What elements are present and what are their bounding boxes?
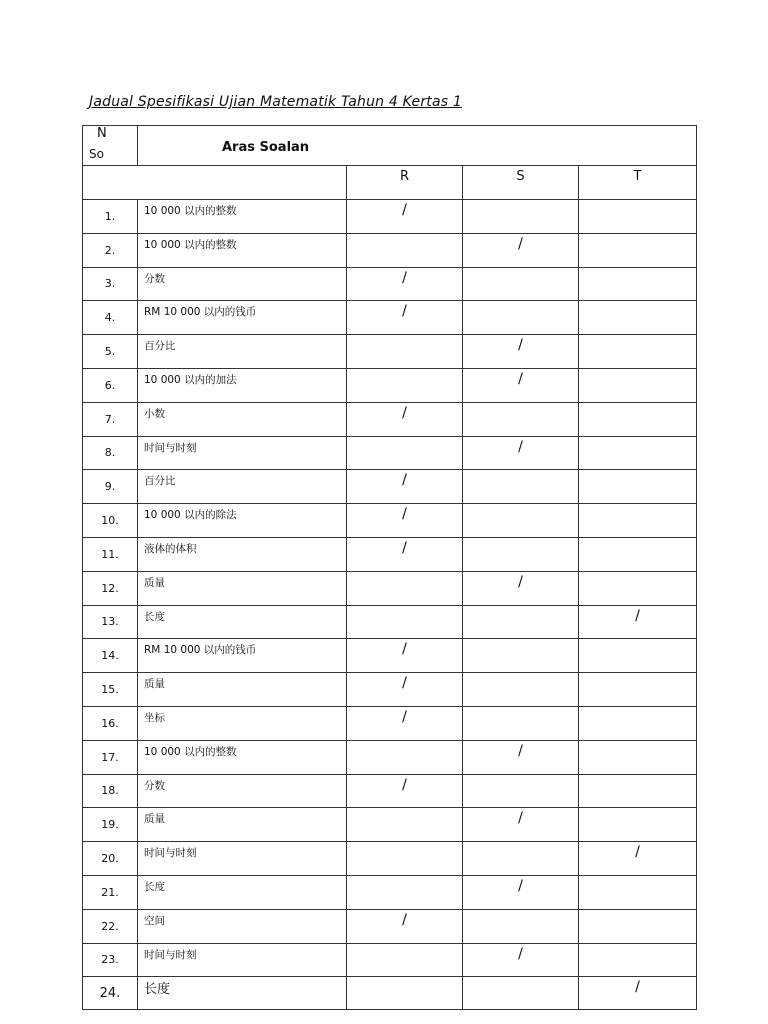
question-number: 14. xyxy=(83,639,138,673)
table-row xyxy=(83,368,697,402)
level-t-mark xyxy=(579,943,697,977)
level-t-mark xyxy=(579,436,697,470)
question-number: 6. xyxy=(83,368,138,402)
level-r-mark xyxy=(347,335,463,369)
level-t-mark xyxy=(579,673,697,707)
table-row xyxy=(83,774,697,808)
level-t-header: T xyxy=(579,166,697,200)
level-t-mark xyxy=(579,875,697,909)
table-row xyxy=(83,571,697,605)
level-r-mark xyxy=(347,436,463,470)
topic-cell: 质量 xyxy=(138,571,347,605)
question-number: 15. xyxy=(83,673,138,707)
topic-cell: 时间与时刻 xyxy=(138,943,347,977)
table-row xyxy=(83,470,697,504)
topic-cell: 小数 xyxy=(138,402,347,436)
level-r-mark: / xyxy=(347,267,463,301)
topic-cell: 分数 xyxy=(138,774,347,808)
level-t-mark xyxy=(579,233,697,267)
level-s-mark xyxy=(463,605,579,639)
question-number: 22. xyxy=(83,909,138,943)
level-r-mark xyxy=(347,842,463,876)
topic-cell: 百分比 xyxy=(138,470,347,504)
header-row-levels xyxy=(83,166,697,200)
header-row-aras xyxy=(83,126,697,166)
level-t-mark xyxy=(579,740,697,774)
table-row xyxy=(83,740,697,774)
header-no-soalan-cell xyxy=(83,126,138,166)
level-r-mark: / xyxy=(347,639,463,673)
level-t-mark xyxy=(579,774,697,808)
level-r-mark: / xyxy=(347,200,463,234)
table-row xyxy=(83,909,697,943)
level-r-header: R xyxy=(347,166,463,200)
header-empty-cell xyxy=(83,166,347,200)
level-r-mark xyxy=(347,571,463,605)
level-t-mark xyxy=(579,537,697,571)
table-row xyxy=(83,842,697,876)
topic-cell: 百分比 xyxy=(138,335,347,369)
level-t-mark: / xyxy=(579,605,697,639)
level-r-mark: / xyxy=(347,774,463,808)
level-s-mark xyxy=(463,842,579,876)
topic-cell: RM 10 000 以内的钱币 xyxy=(138,301,347,335)
question-number: 16. xyxy=(83,706,138,740)
question-number: 4. xyxy=(83,301,138,335)
level-s-mark xyxy=(463,977,579,1010)
aras-soalan-label: Aras Soalan xyxy=(222,140,310,155)
question-number: 18. xyxy=(83,774,138,808)
topic-cell: 坐标 xyxy=(138,706,347,740)
level-r-mark: / xyxy=(347,706,463,740)
level-r-mark: / xyxy=(347,301,463,335)
table-row xyxy=(83,706,697,740)
question-number: 12. xyxy=(83,571,138,605)
level-t-mark xyxy=(579,267,697,301)
question-number: 3. xyxy=(83,267,138,301)
header-no-fragment: N xyxy=(97,126,107,141)
question-number: 7. xyxy=(83,402,138,436)
level-s-mark: / xyxy=(463,943,579,977)
level-r-mark xyxy=(347,740,463,774)
table-row xyxy=(83,673,697,707)
level-t-mark xyxy=(579,200,697,234)
question-number: 10. xyxy=(83,504,138,538)
level-s-mark: / xyxy=(463,740,579,774)
level-r-mark xyxy=(347,943,463,977)
specification-table xyxy=(82,125,697,1010)
level-t-mark: / xyxy=(579,977,697,1010)
level-t-mark xyxy=(579,301,697,335)
topic-cell: 液体的体积 xyxy=(138,537,347,571)
level-r-mark: / xyxy=(347,402,463,436)
question-number: 21. xyxy=(83,875,138,909)
level-t-mark xyxy=(579,706,697,740)
topic-cell: 质量 xyxy=(138,673,347,707)
topic-cell: 10 000 以内的除法 xyxy=(138,504,347,538)
level-t-mark xyxy=(579,571,697,605)
level-t-mark xyxy=(579,368,697,402)
question-number: 1. xyxy=(83,200,138,234)
topic-cell: 时间与时刻 xyxy=(138,842,347,876)
level-t-mark xyxy=(579,470,697,504)
topic-cell: 10 000 以内的加法 xyxy=(138,368,347,402)
topic-cell: 分数 xyxy=(138,267,347,301)
level-s-mark xyxy=(463,470,579,504)
topic-cell: 空间 xyxy=(138,909,347,943)
table-row xyxy=(83,943,697,977)
table-row xyxy=(83,808,697,842)
level-s-mark: / xyxy=(463,875,579,909)
level-r-mark: / xyxy=(347,537,463,571)
level-t-mark xyxy=(579,808,697,842)
level-t-mark xyxy=(579,909,697,943)
level-s-mark: / xyxy=(463,335,579,369)
level-t-mark xyxy=(579,639,697,673)
level-r-mark xyxy=(347,875,463,909)
level-s-mark: / xyxy=(463,808,579,842)
level-s-mark xyxy=(463,200,579,234)
level-t-mark xyxy=(579,402,697,436)
level-s-mark xyxy=(463,504,579,538)
document-title: Jadual Spesifikasi Ujian Matematik Tahun 4 Kertas 1 xyxy=(89,94,462,110)
question-number: 13. xyxy=(83,605,138,639)
table-row xyxy=(83,605,697,639)
question-number: 20. xyxy=(83,842,138,876)
level-r-mark: / xyxy=(347,673,463,707)
level-t-mark xyxy=(579,504,697,538)
table-row xyxy=(83,200,697,234)
level-s-mark xyxy=(463,774,579,808)
topic-cell: 10 000 以内的整数 xyxy=(138,200,347,234)
level-r-mark xyxy=(347,808,463,842)
table-row xyxy=(83,504,697,538)
level-s-mark xyxy=(463,706,579,740)
table-row xyxy=(83,875,697,909)
header-aras-cell xyxy=(138,126,697,166)
table-row xyxy=(83,402,697,436)
question-number: 24. xyxy=(83,977,138,1010)
level-s-mark xyxy=(463,673,579,707)
table-row xyxy=(83,537,697,571)
question-number: 8. xyxy=(83,436,138,470)
level-s-mark: / xyxy=(463,436,579,470)
topic-cell: 时间与时刻 xyxy=(138,436,347,470)
question-number: 23. xyxy=(83,943,138,977)
table-row xyxy=(83,301,697,335)
topic-cell: 质量 xyxy=(138,808,347,842)
level-r-mark: / xyxy=(347,470,463,504)
topic-cell: RM 10 000 以内的钱币 xyxy=(138,639,347,673)
level-r-mark xyxy=(347,977,463,1010)
level-r-mark xyxy=(347,605,463,639)
level-t-mark: / xyxy=(579,842,697,876)
level-s-mark xyxy=(463,909,579,943)
topic-cell: 10 000 以内的整数 xyxy=(138,233,347,267)
table-row xyxy=(83,977,697,1010)
table-row xyxy=(83,436,697,470)
topic-cell: 长度 xyxy=(138,875,347,909)
topic-cell: 长度 xyxy=(138,977,347,1010)
level-s-mark xyxy=(463,537,579,571)
table-row xyxy=(83,267,697,301)
question-number: 19. xyxy=(83,808,138,842)
level-r-mark: / xyxy=(347,504,463,538)
level-r-mark xyxy=(347,368,463,402)
level-s-mark xyxy=(463,402,579,436)
topic-cell: 10 000 以内的整数 xyxy=(138,740,347,774)
table-row xyxy=(83,639,697,673)
level-s-mark xyxy=(463,267,579,301)
level-s-mark: / xyxy=(463,233,579,267)
level-r-mark xyxy=(347,233,463,267)
table-row xyxy=(83,233,697,267)
topic-cell: 长度 xyxy=(138,605,347,639)
question-number: 5. xyxy=(83,335,138,369)
level-r-mark: / xyxy=(347,909,463,943)
level-s-header: S xyxy=(463,166,579,200)
level-t-mark xyxy=(579,335,697,369)
question-number: 17. xyxy=(83,740,138,774)
level-s-mark: / xyxy=(463,368,579,402)
question-number: 9. xyxy=(83,470,138,504)
level-s-mark xyxy=(463,301,579,335)
header-soalan-fragment: So xyxy=(89,147,104,161)
question-number: 11. xyxy=(83,537,138,571)
level-s-mark xyxy=(463,639,579,673)
level-s-mark: / xyxy=(463,571,579,605)
question-number: 2. xyxy=(83,233,138,267)
table-row xyxy=(83,335,697,369)
